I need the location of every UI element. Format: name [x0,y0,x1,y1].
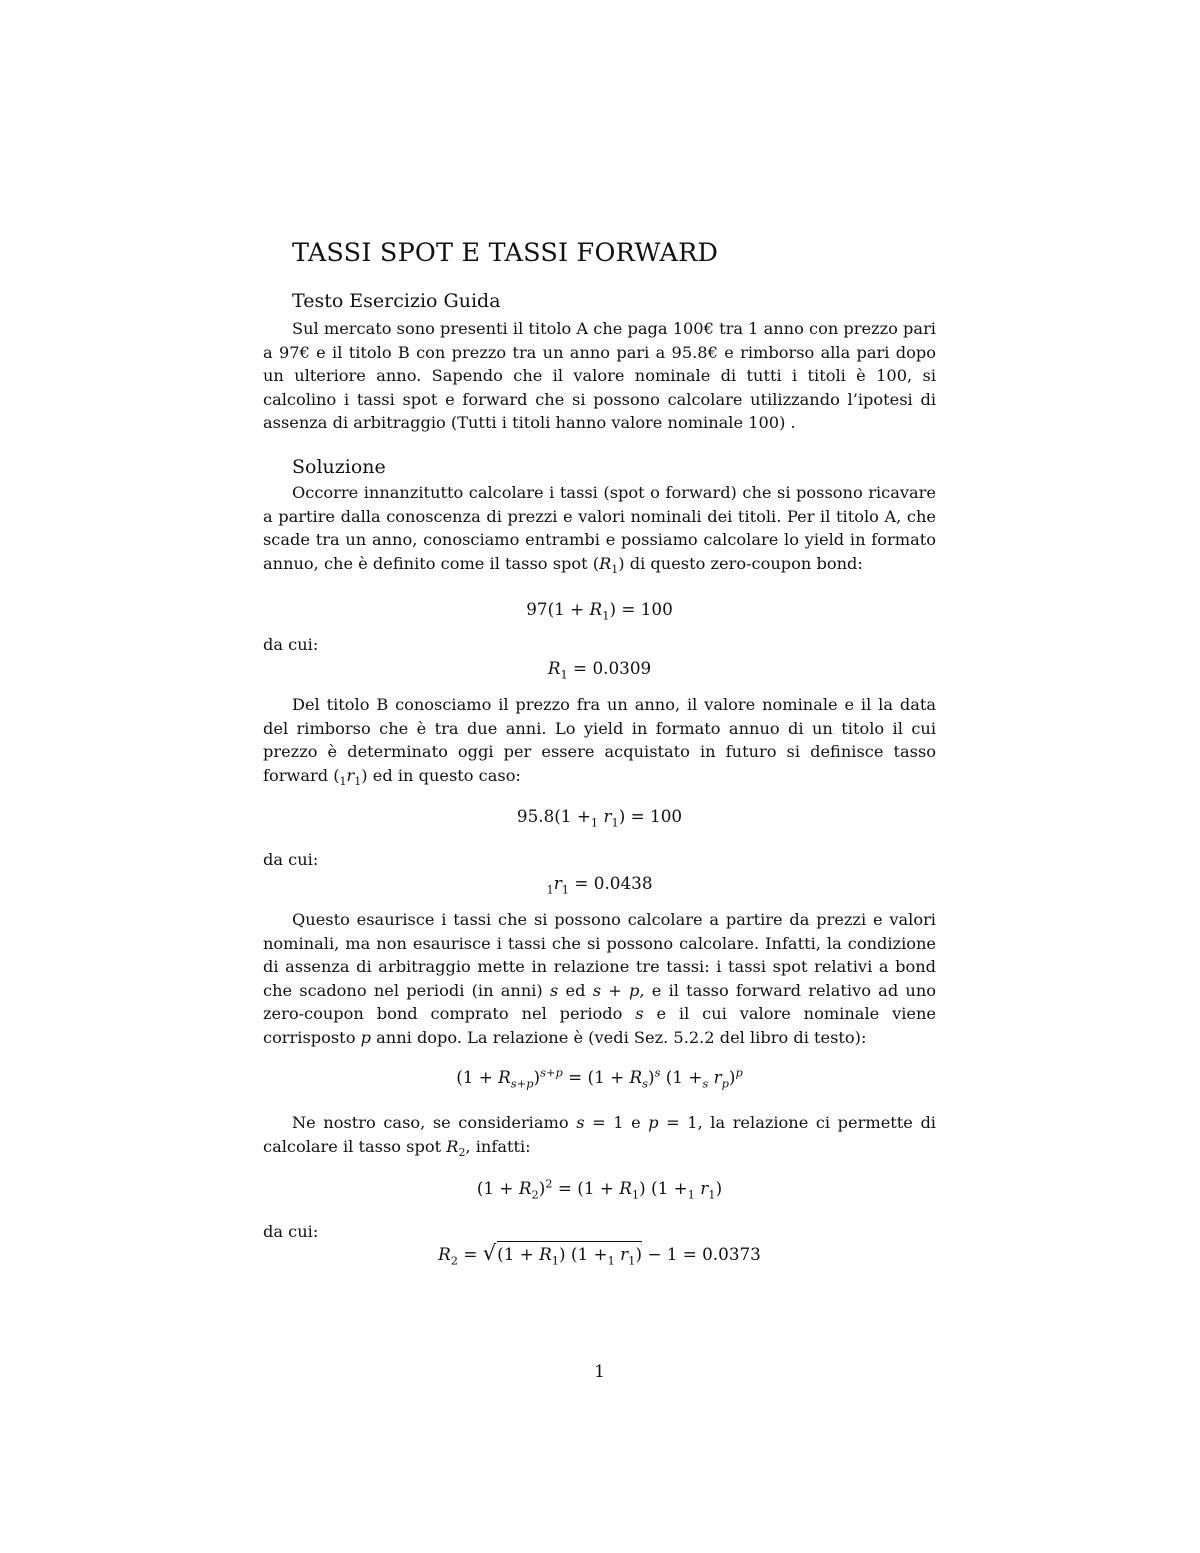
equation-6: $(1 + R_2)^2 = (1 + R_1)$ ($1 +_1$ $r_1$) [476,1176,723,1202]
page-number: 1 [594,1362,605,1382]
da-cui-label-3: da cui: [263,1222,319,1241]
equation-3: $95.8(1 +_1$ $r_1) = 100$ [516,806,683,830]
page-title: TASSI SPOT E TASSI FORWARD [292,238,719,268]
equation-7-result: $R_2 = √(1 + R_1)$ ($1 +_1$ $r_1) - 1 = 0.0373$ [438,1241,761,1268]
solution-heading: Soluzione [292,456,386,478]
exercise-heading: Testo Esercizio Guida [292,290,501,312]
equation-2: $R_1 = 0.0309$ [547,658,652,682]
solution-paragraph-2: Del titolo B conosciamo il prezzo fra un anno, il valore nominale e il la data del rimborso che è tra due anni. Lo yield in formato annuo di un titolo il cui prezzo è determinato oggi per essere acquistato in futuro si definisce tasso forward $(_1r_1)$ ed in questo caso: [263,695,936,788]
equation-4: $_1r_1 = 0.0438$ [546,873,653,897]
exercise-text: Sul mercato sono presenti il titolo A che paga 100€ tra 1 anno con prezzo pari a 97€ e il titolo B con prezzo tra un anno pari a 95.8€ e rimborso alla pari dopo un ulteriore anno. Sapendo che il valore nominale di tutti i titoli è 100, si calcolino i tassi spot e forward che si possono calcolare utilizzando l’ipotesi di assenza di arbitraggio (Tutti i titoli hanno valore nominale 100) . [263,319,936,432]
document-page [263,0,936,1553]
solution-paragraph-1: Occorre innanzitutto calcolare i tassi (spot o forward) che si possono ricavare a partire dalla conoscenza di prezzi e valori nominali dei titoli. Per il titolo A, che scade tra un anno, conosciamo entrambi e possiamo calcolare lo yield in formato annuo, che è definito come il tasso spot $(R_1)$ di questo zero-coupon bond: [263,483,936,576]
da-cui-label-2: da cui: [263,850,319,869]
da-cui-label-1: da cui: [263,635,319,654]
solution-paragraph-4: Ne nostro caso, se consideriamo s = 1 e p = 1, la relazione ci permette di calcolare il tasso spot $R_2$, infatti: [263,1113,936,1159]
equation-5-arbitrage-relation: $(1 + R_{s+p})^{s+p} = (1 + R_s)^s$ ($1 +_s$ $r_p)^p$ [456,1065,743,1091]
equation-1: $97(1 + R_1) = 100$ [526,599,673,623]
solution-paragraph-3: Questo esaurisce i tassi che si possono calcolare a partire da prezzi e valori nominali, ma non esaurisce i tassi che si possono calcolare. Infatti, la condizione di assenza di arbitraggio mette in relazione tre tassi: i tassi spot relativi a bond che scadono nel periodi (in anni) s ed s + p, e il tasso forward relativo ad uno zero-coupon bond comprato nel periodo s e il cui valore nominale viene corrisposto p anni dopo. La relazione è (vedi Sez. 5.2.2 del libro di testo): [263,910,937,1047]
